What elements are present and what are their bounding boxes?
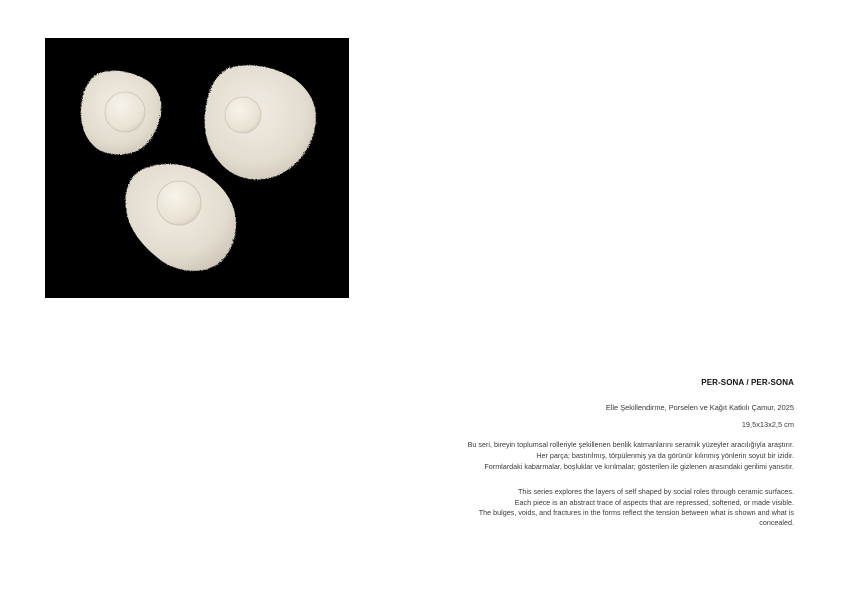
description-line: Bu seri, bireyin toplumsal rolleriyle şekillenen benlik katmanlarını seramik yüzeyler aracılığıyla araştırır. (467, 440, 794, 449)
ceramic-piece-small (81, 71, 161, 155)
description-line: The bulges, voids, and fractures in the forms reflect the tension between what is shown and what is (478, 508, 794, 518)
ceramic-pieces-illustration (45, 38, 349, 298)
artwork-title: PER-SONA / PER-SONA (701, 378, 794, 387)
description-line: Each piece is an abstract trace of aspects that are repressed, softened, or made visible. (514, 497, 794, 507)
artwork-dimensions: 19,5x13x2,5 cm (741, 420, 794, 429)
artwork-technique: Elle Şekillendirme, Porselen ve Kağıt Katkılı Çamur, 2025 (605, 403, 794, 412)
ceramic-piece-medium (126, 164, 236, 271)
description-turkish (414, 440, 794, 472)
description-english (414, 487, 794, 526)
description-line: concealed. (759, 517, 794, 527)
artwork-caption (414, 377, 794, 526)
description-line: Formlardaki kabarmalar, boşluklar ve kırılmalar; gösterilen ile gizlenen arasındaki gerilimi yansıtır. (484, 461, 794, 471)
description-line: Her parça; bastırılmış, törpülenmiş ya da görünür kılınmış yönlerin soyut bir izidir. (536, 450, 794, 460)
ceramic-piece-large (205, 65, 316, 179)
description-line: This series explores the layers of self shaped by social roles through ceramic surfaces. (517, 487, 794, 497)
artwork-photo (45, 38, 349, 298)
